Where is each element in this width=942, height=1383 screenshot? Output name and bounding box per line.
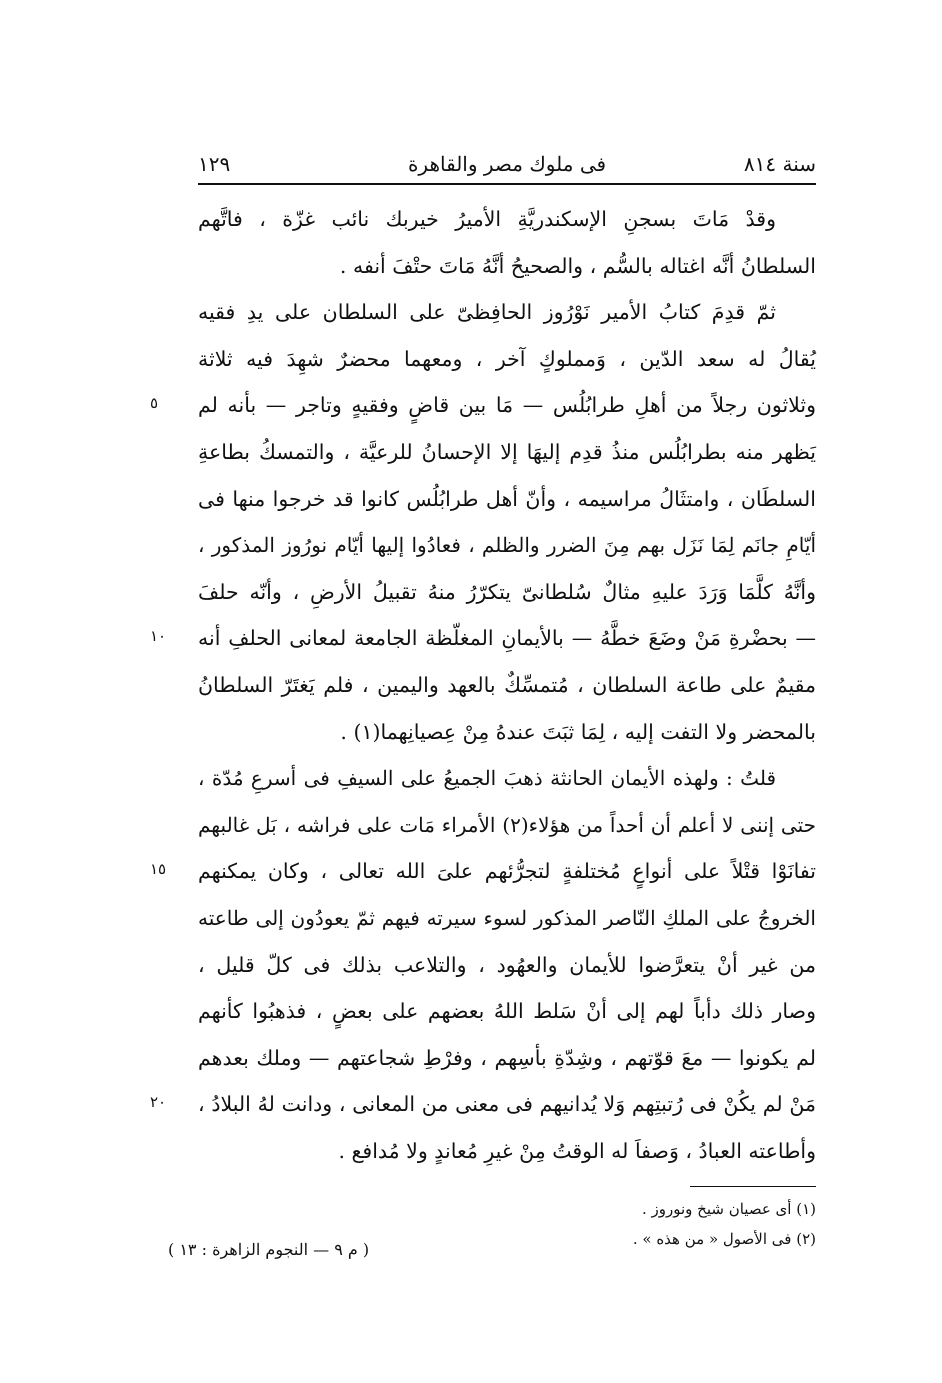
main-text xyxy=(198,196,816,1174)
text-line: حتى إننى لا أعلم أن أحداً من هؤلاء(٢) الأمراء مَات على فراشه ، بَل غالبهم xyxy=(198,812,816,837)
margin-line-number: ٥ xyxy=(150,394,159,413)
footnote-rule xyxy=(690,1186,816,1187)
text-line: الخروجُ على الملكِ النّاصر المذكور لسوء سيرته فيهم ثمّ يعودُون إلى طاعته xyxy=(198,905,816,930)
text-line: بالمحضر ولا التفت إليه ، لِمَا ثبَتَ عندهُ مِنْ عِصيانِهما(١) . xyxy=(340,719,816,744)
text-line: — بحضْرةِ مَنْ وضَعَ خطَّهُ — بالأيمانِ المغلّظة الجامعة لمعانى الحلفِ أنه xyxy=(198,626,816,651)
text-line: ثمّ قدِمَ كتابُ الأمير نَوْرُوز الحافِظىّ على السلطان على يدِ فقيه xyxy=(198,300,776,325)
text-line: وصار ذلك دأباً لهم إلى أنْ سَلط اللهُ بعضهم على بعضٍ ، فذهبُوا كأنهم xyxy=(198,999,816,1024)
text-line: مقيمٌ على طاعة السلطان ، مُتمسِّكٌ بالعهد واليمين ، فلم يَغتَرّ السلطانُ xyxy=(198,672,816,697)
text-line: وأطاعته العبادُ ، وَصفاَ له الوقتُ مِنْ غيرِ مُعاندٍ ولا مُدافع . xyxy=(338,1138,816,1163)
footnote: (٢) فى الأصول « من هذه » . xyxy=(632,1230,816,1248)
text-line: يُقالُ له سعد الدّين ، وَمملوكٍ آخر ، ومعهما محضرٌ شهِدَ فيه ثلاثة xyxy=(198,346,816,371)
margin-line-number: ٢٠ xyxy=(150,1093,167,1112)
header-title: فى ملوك مصر والقاهرة xyxy=(407,152,607,176)
text-line: السلطَان ، وامتثَالُ مراسيمه ، وأنّ أهل طرابُلُس كانوا قد خرجوا منها فى xyxy=(198,486,816,511)
running-header xyxy=(198,148,816,184)
text-line: يَظهر منه بطرابُلُس منذُ قدِم إليهَا إلا الإحسانُ للرعيَّة ، والتمسكُ بطاعةِ xyxy=(198,439,816,464)
text-line: وثلاثون رجلاً من أهلِ طرابُلُس — مَا بين قاضٍ وفقيهٍ وتاجر — بأنه لم xyxy=(198,393,816,418)
text-line: مَنْ لم يكُنْ فى رُتبتِهم وَلا يُدانيهم فى معنى من المعانى ، ودانت لهُ البلادُ ، xyxy=(198,1092,816,1117)
margin-line-number: ١٠ xyxy=(150,627,167,646)
text-line: قلتُ : ولهذه الأيمان الحانثة ذهبَ الجميعُ على السيفِ فى أسرعِ مُدّة ، xyxy=(198,766,776,791)
text-line: لم يكونوا — معَ قوّتهم ، وشِدّةِ بأسِهم ، وفرْطِ شجاعتهم — وملك بعدهم xyxy=(198,1045,816,1070)
footnotes xyxy=(450,1194,816,1254)
text-line: تفانَوْا قتْلاً على أنواعٍ مُختلفةٍ لتجرُّئهم علىَ الله تعالى ، وكان يمكنهم xyxy=(198,859,816,884)
text-line: وقدْ مَاتَ بسجنِ الإسكندريَّةِ الأميرُ خيربك نائب غزّة ، فاتَّهم xyxy=(198,207,776,231)
margin-line-number: ١٥ xyxy=(150,860,167,879)
text-line: من غير أنْ يتعرَّضوا للأيمان والعهُود ، والتلاعب بذلك فى كلّ قليل ، xyxy=(198,952,816,977)
text-line: السلطانُ أنَّه اغتاله بالسُّم ، والصحيحُ أنَّهُ مَاتَ حتْفَ أنفه . xyxy=(339,253,816,278)
footnote: (١) أى عصيان شيخ ونوروز . xyxy=(641,1200,816,1218)
text-line: أيّامِ جانَم لِمَا نَزَل بهم مِنَ الضرر والظلم ، فعادُوا إليها أيّام نورُوز المذكور ، xyxy=(198,533,816,558)
page-number: ١٢٩ xyxy=(198,152,231,176)
signature-mark: ( م ٩ — النجوم الزاهرة : ١٣ ) xyxy=(168,1240,370,1259)
header-rule xyxy=(198,183,816,185)
header-year: سنة ٨١٤ xyxy=(743,152,816,176)
text-line: وأنَّهُ كلَّمَا وَرَدَ عليهِ مثالٌ سُلطانىّ يتكرّرُ منهُ تقبيلُ الأرضِ ، وأنّه حلفَ xyxy=(198,579,816,604)
